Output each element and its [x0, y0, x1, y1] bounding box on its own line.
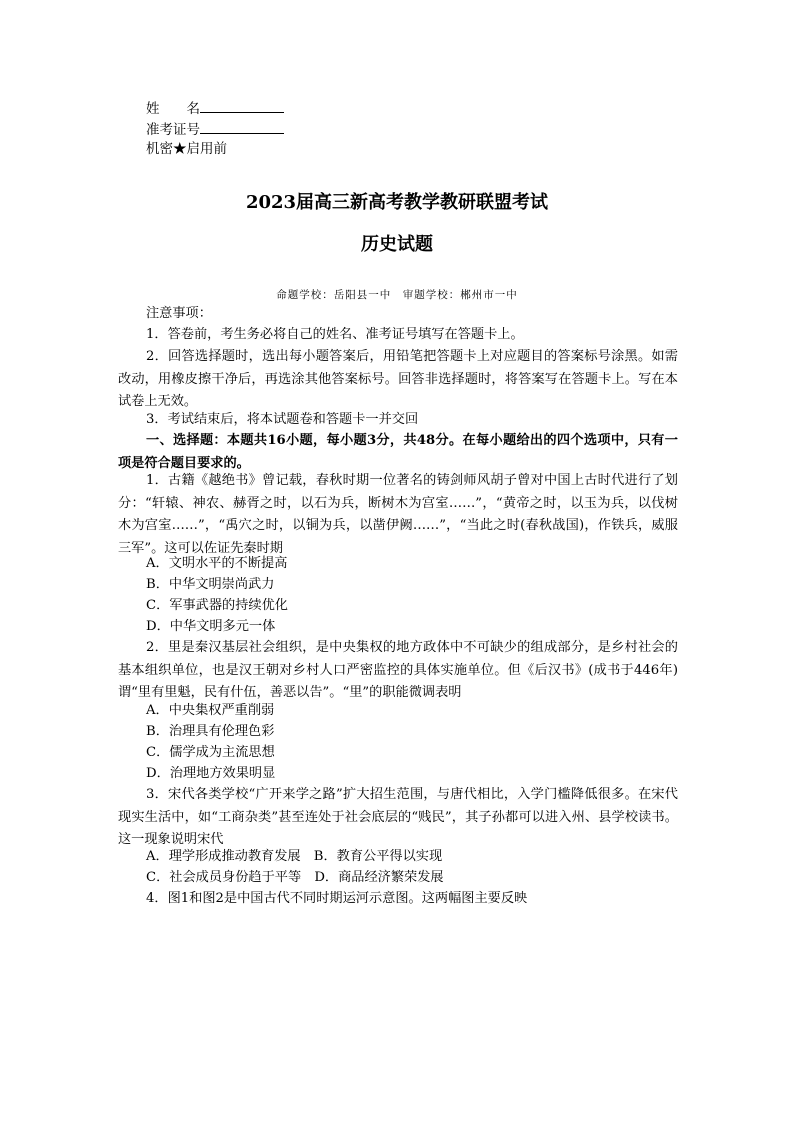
question-1-option-d: D．中华文明多元一体	[146, 619, 276, 634]
note-item-2: 2．回答选择题时，选出每小题答案后，用铅笔把答题卡上对应题目的答案标号涂黑。如需改动，用橡皮擦干净后，再选涂其他答案标号。回答非选择题时，将答案写在答题卡上。写在本试卷上无效。	[118, 349, 678, 410]
exam-id-field	[146, 119, 284, 139]
question-1-option-a: A．文明水平的不断提高	[146, 556, 288, 571]
school-credits: 命题学校：岳阳县一中 审题学校：郴州市一中	[276, 289, 518, 301]
question-2-option-c: C．儒学成为主流思想	[146, 745, 275, 760]
question-1-option-b: B．中华文明崇尚武力	[146, 577, 275, 592]
note-item-1: 1．答卷前，考生务必将自己的姓名、准考证号填写在答题卡上。	[146, 327, 524, 342]
question-1-option-c: C．军事武器的持续优化	[146, 598, 288, 613]
question-3-stem: 3．宋代各类学校“广开来学之路”扩大招生范围，与唐代相比，入学门槛降低很多。在宋代现实生活中，如“工商杂类”甚至连处于社会底层的“贱民”，其子孙都可以进入州、县学校读书。这一现象说明宋代	[118, 787, 678, 848]
question-1-stem: 1．古籍《越绝书》曾记载，春秋时期一位著名的铸剑师风胡子曾对中国上古时代进行了划分：“轩辕、神农、赫胥之时，以石为兵，断树木为宫室……”，“黄帝之时，以玉为兵，以伐树木为宫室……”，“禹穴之时，以铜为兵，以凿伊阙……”，“当此之时(春秋战国)，作铁兵，威服三军”。这可以佐证先秦时期	[118, 473, 678, 556]
exam-id-label: 准考证号	[146, 122, 200, 138]
note-item-3: 3．考试结束后，将本试题卷和答题卡一并交回	[146, 412, 419, 427]
name-field	[146, 98, 284, 118]
subject-title: 历史试题	[361, 234, 433, 255]
name-blank[interactable]	[200, 98, 284, 113]
question-3-options-ab: A．理学形成推动教育发展 B．教育公平得以实现	[146, 849, 443, 864]
question-3-options-cd: C．社会成员身份趋于平等 D．商品经济繁荣发展	[146, 870, 444, 885]
secret-label: 机密★启用前	[146, 141, 227, 157]
exam-id-blank[interactable]	[200, 119, 284, 134]
name-label: 姓 名	[146, 101, 200, 117]
question-2-stem: 2．里是秦汉基层社会组织，是中央集权的地方政体中不可缺少的组成部分，是乡村社会的基本组织单位，也是汉王朝对乡村人口严密监控的具体实施单位。但《后汉书》(成书于446年)谓“里有里魁，民有什伍，善恶以告”。“里”的职能微调表明	[118, 640, 678, 701]
exam-title: 2023届高三新高考教学教研联盟考试	[245, 192, 549, 213]
notes-heading: 注意事项：	[146, 306, 212, 321]
question-4-stem: 4．图1和图2是中国古代不同时期运河示意图。这两幅图主要反映	[146, 891, 528, 906]
section-1-intro: 一、选择题：本题共16小题，每小题3分，共48分。在每小题给出的四个选项中，只有一项是符合题目要求的。	[118, 433, 678, 471]
question-2-option-d: D．治理地方效果明显	[146, 766, 276, 781]
question-2-option-a: A．中央集权严重削弱	[146, 703, 275, 718]
question-2-option-b: B．治理具有伦理色彩	[146, 724, 275, 739]
